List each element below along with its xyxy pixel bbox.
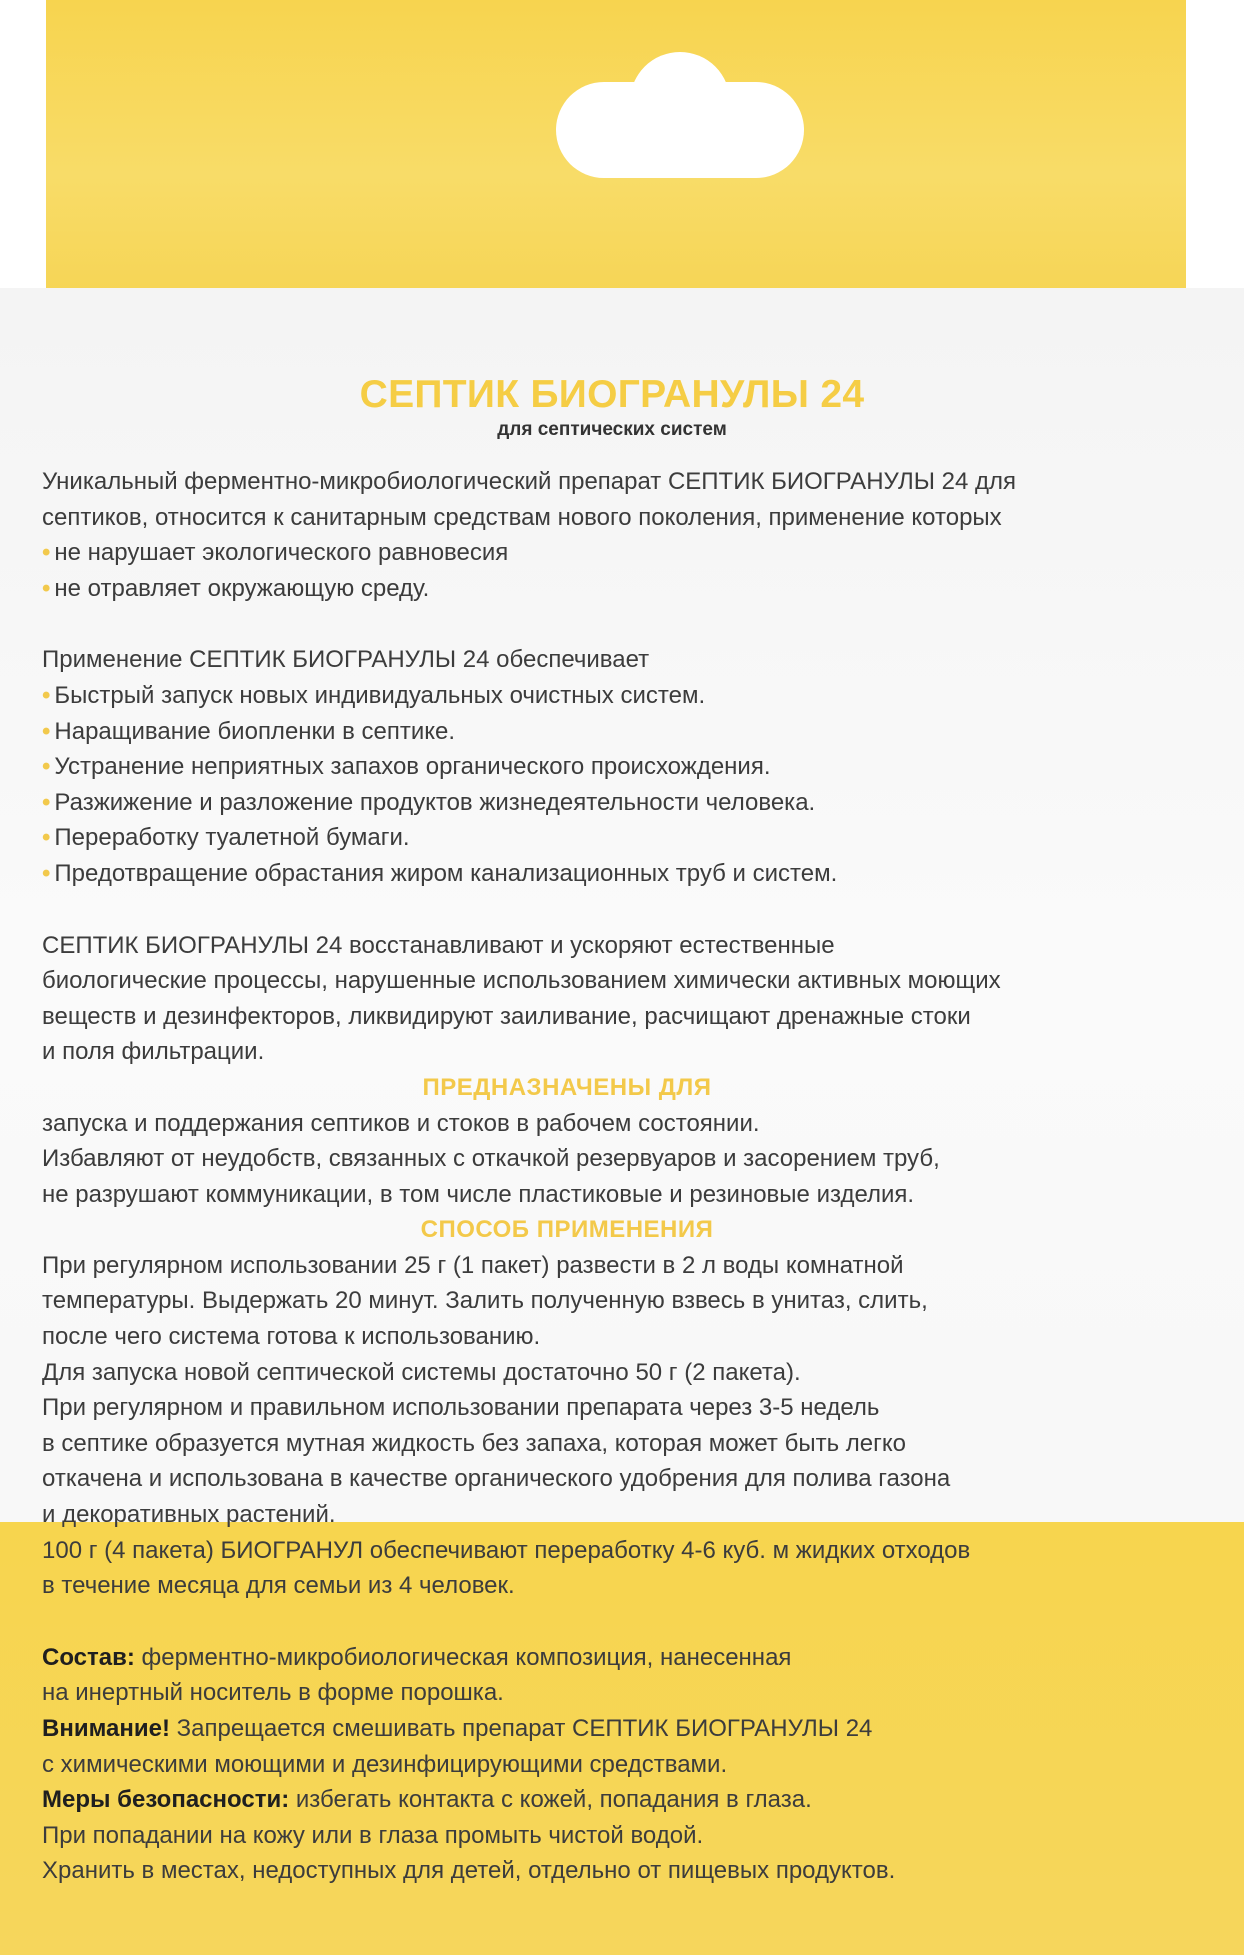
- product-subtitle: для септических систем: [497, 419, 727, 440]
- usage-line: в течение месяца для семьи из 4 человек.: [42, 1572, 515, 1600]
- benefit-item: • Устранение неприятных запахов органического происхождения.: [42, 753, 771, 781]
- safety-line: Меры безопасности: избегать контакта с кожей, попадания в глаза.: [42, 1786, 812, 1814]
- bullet-icon: •: [42, 788, 51, 816]
- hang-hole: [556, 82, 804, 178]
- purpose-line: не разрушают коммуникации, в том числе пластиковые и резиновые изделия.: [42, 1180, 915, 1208]
- safety-line: Хранить в местах, недоступных для детей, отдельно от пищевых продуктов.: [42, 1857, 896, 1885]
- usage-heading: СПОСОБ ПРИМЕНЕНИЯ: [420, 1216, 714, 1244]
- usage-line: откачена и использована в качестве органического удобрения для полива газона: [42, 1465, 951, 1493]
- composition-line: Состав: ферментно-микробиологическая композиция, нанесенная: [42, 1643, 792, 1671]
- benefits-intro: Применение СЕПТИК БИОГРАНУЛЫ 24 обеспечивает: [42, 646, 650, 674]
- intro-bullet-item: • не нарушает экологического равновесия: [42, 539, 509, 567]
- intro-line: Уникальный ферментно-микробиологический препарат СЕПТИК БИОГРАНУЛЫ 24 для: [42, 468, 1017, 495]
- benefit-item: • Предотвращение обрастания жиром канализационных труб и систем.: [42, 859, 838, 887]
- warning-line: Внимание! Запрещается смешивать препарат СЕПТИК БИОГРАНУЛЫ 24: [42, 1715, 873, 1742]
- usage-line: и декоративных растений.: [42, 1501, 336, 1529]
- intro-bullet-item: • не отравляет окружающую среду.: [42, 574, 430, 602]
- bullet-icon: •: [42, 824, 51, 852]
- bullet-icon: •: [42, 539, 51, 567]
- product-title: СЕПТИК БИОГРАНУЛЫ 24: [359, 373, 865, 416]
- restore-line: и поля фильтрации.: [42, 1038, 265, 1066]
- usage-line: в септике образуется мутная жидкость без запаха, которая может быть легко: [42, 1429, 906, 1457]
- safety-label: Меры безопасности:: [42, 1786, 290, 1814]
- usage-line: после чего система готова к использованию.: [42, 1323, 541, 1351]
- benefit-item: • Переработку туалетной бумаги.: [42, 824, 410, 852]
- purpose-line: Избавляют от неудобств, связанных с откачкой резервуаров и засорением труб,: [42, 1145, 940, 1173]
- bullet-icon: •: [42, 574, 51, 602]
- restore-line: веществ и дезинфекторов, ликвидируют заиливание, расчищают дренажные стоки: [42, 1002, 971, 1030]
- usage-line: При регулярном и правильном использовании препарата через 3-5 недель: [42, 1394, 880, 1422]
- benefit-item: • Разжижение и разложение продуктов жизнедеятельности человека.: [42, 788, 816, 816]
- bullet-icon: •: [42, 717, 51, 745]
- composition-label: Состав:: [42, 1643, 135, 1671]
- bullet-icon: •: [42, 859, 51, 887]
- purpose-heading: ПРЕДНАЗНАЧЕНЫ ДЛЯ: [422, 1073, 712, 1101]
- label-content: [42, 372, 1212, 1889]
- purpose-line: запуска и поддержания септиков и стоков в рабочем состоянии.: [42, 1109, 760, 1137]
- intro-line: септиков, относится к санитарным средствам нового поколения, применение которых: [42, 503, 1002, 531]
- benefit-item: • Быстрый запуск новых индивидуальных очистных систем.: [42, 681, 706, 709]
- usage-line: температуры. Выдержать 20 минут. Залить полученную взвесь в унитаз, слить,: [42, 1287, 928, 1315]
- warning-line: с химическими моющими и дезинфицирующими средствами.: [42, 1750, 728, 1778]
- safety-line: При попадании на кожу или в глаза промыть чистой водой.: [42, 1821, 704, 1849]
- benefit-item: • Наращивание биопленки в септике.: [42, 717, 456, 745]
- bullet-icon: •: [42, 753, 51, 781]
- warning-label: Внимание!: [42, 1715, 170, 1742]
- usage-line: Для запуска новой септической системы достаточно 50 г (2 пакета).: [42, 1358, 801, 1386]
- hanger-tab: [46, 0, 1186, 292]
- composition-line: на инертный носитель в форме порошка.: [42, 1679, 504, 1707]
- restore-line: СЕПТИК БИОГРАНУЛЫ 24 восстанавливают и ускоряют естественные: [42, 931, 835, 959]
- bullet-icon: •: [42, 681, 51, 709]
- usage-line: 100 г (4 пакета) БИОГРАНУЛ обеспечивают переработку 4-6 куб. м жидких отходов: [42, 1536, 971, 1564]
- restore-line: биологические процессы, нарушенные использованием химически активных моющих: [42, 967, 1001, 995]
- usage-line: При регулярном использовании 25 г (1 пакет) развести в 2 л воды комнатной: [42, 1251, 904, 1279]
